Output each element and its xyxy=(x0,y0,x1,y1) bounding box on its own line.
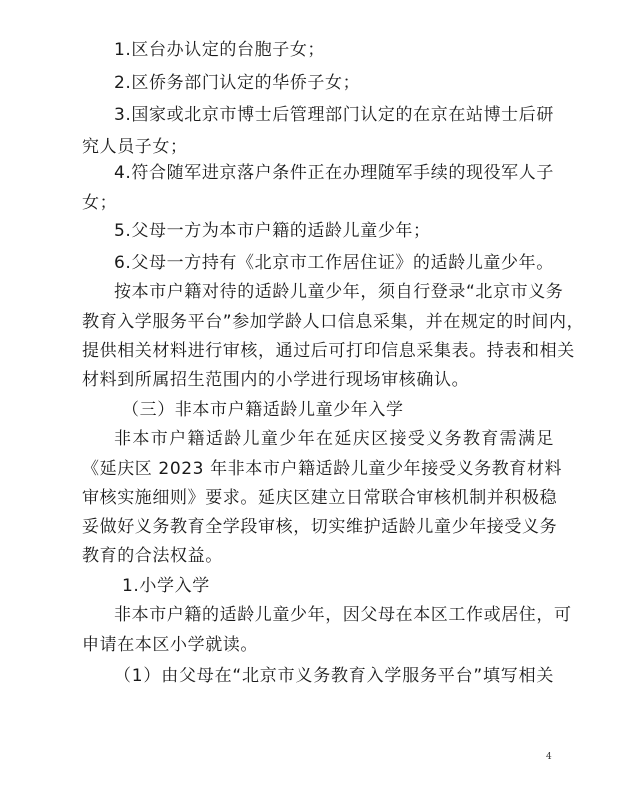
text-line: 妥做好义务教育全学段审核，切实维护适龄儿童少年接受义务 xyxy=(82,517,558,537)
text-line: 提供相关材料进行审核，通过后可打印信息采集表。持表和相关 xyxy=(82,341,575,361)
text-line: 审核实施细则》要求。延庆区建立日常联合审核机制并积极稳 xyxy=(82,488,558,508)
section-heading: （三）非本市户籍适龄儿童少年入学 xyxy=(122,400,404,420)
text-line: 3.国家或北京市博士后管理部门认定的在京在站博士后研 xyxy=(114,105,554,125)
text-line: 按本市户籍对待的适龄儿童少年，须自行登录“北京市义务 xyxy=(114,282,564,302)
text-line: 申请在本区小学就读。 xyxy=(82,635,258,655)
text-line: 究人员子女； xyxy=(82,137,188,157)
text-line: 5.父母一方为本市户籍的适龄儿童少年； xyxy=(114,221,431,241)
text-line: 《延庆区 2023 年非本市户籍适龄儿童少年接受义务教育材料 xyxy=(82,459,563,479)
text-line: 女； xyxy=(82,193,118,213)
text-line: 6.父母一方持有《北京市工作居住证》的适龄儿童少年。 xyxy=(114,253,554,273)
text-line: 4.符合随军进京落户条件正在办理随军手续的现役军人子 xyxy=(114,163,554,183)
text-line: 非本市户籍的适龄儿童少年，因父母在本区工作或居住，可 xyxy=(114,605,572,625)
text-line: 2.区侨务部门认定的华侨子女； xyxy=(114,73,361,93)
text-line: 1.区台办认定的台胞子女； xyxy=(114,40,326,60)
text-line: 教育的合法权益。 xyxy=(82,546,223,566)
text-line: 材料到所属招生范围内的小学进行现场审核确认。 xyxy=(82,370,470,390)
page-number: 4 xyxy=(546,752,552,762)
text-line: （1）由父母在“北京市义务教育入学服务平台”填写相关 xyxy=(114,666,554,686)
subsection-heading: 1.小学入学 xyxy=(122,576,210,596)
text-line: 非本市户籍适龄儿童少年在延庆区接受义务教育需满足 xyxy=(114,429,554,449)
text-line: 教育入学服务平台”参加学龄人口信息采集，并在规定的时间内， xyxy=(82,312,585,332)
